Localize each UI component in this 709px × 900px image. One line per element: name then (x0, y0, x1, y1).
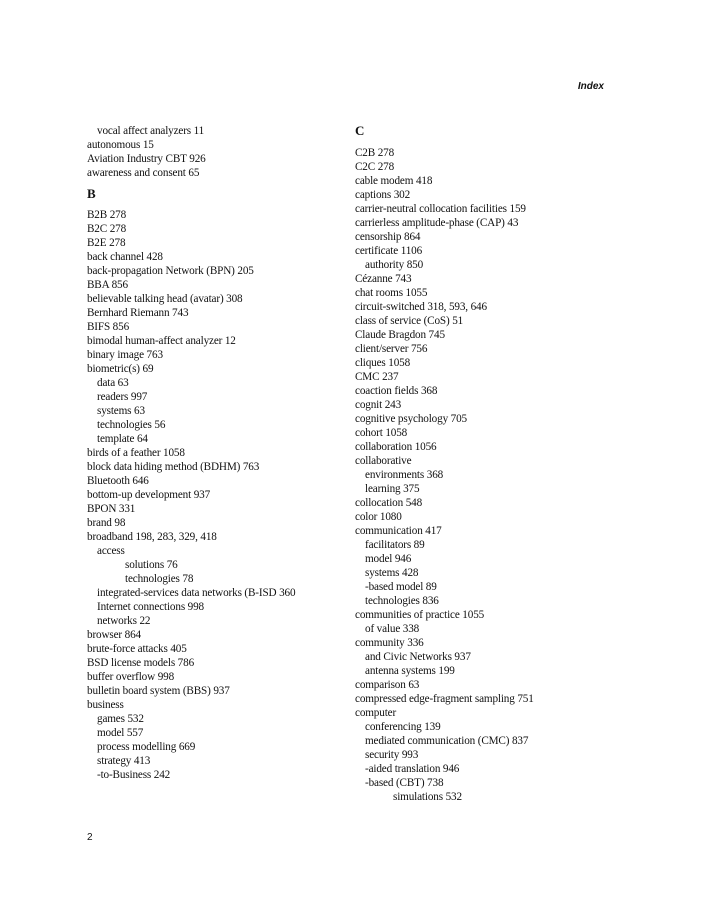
index-entry: communication 417 (355, 525, 442, 537)
index-subentry: -to-Business 242 (97, 769, 171, 781)
index-subentry: data 63 (97, 377, 129, 389)
index-entry: browser 864 (87, 629, 141, 641)
index-entry: cognitive psychology 705 (355, 413, 467, 425)
index-subentry: technologies 56 (97, 419, 166, 431)
index-entry: computer (355, 707, 397, 719)
running-head: Index (577, 81, 604, 92)
index-entry: awareness and consent 65 (87, 167, 200, 179)
index-entry: color 1080 (355, 511, 402, 523)
index-entry: client/server 756 (355, 343, 428, 355)
index-entry: community 336 (355, 637, 424, 649)
index-entry: C2B 278 (355, 147, 395, 159)
index-entry: Cézanne 743 (355, 273, 412, 285)
index-entry: collocation 548 (355, 497, 423, 509)
index-subentry: environments 368 (365, 469, 444, 481)
index-entry: bimodal human-affect analyzer 12 (87, 335, 236, 347)
index-entry: BIFS 856 (87, 321, 130, 333)
index-entry: Aviation Industry CBT 926 (87, 153, 206, 165)
index-entry: cohort 1058 (355, 427, 408, 439)
index-subentry: technologies 78 (125, 573, 194, 585)
index-subentry: solutions 76 (125, 559, 178, 571)
index-entry: chat rooms 1055 (355, 287, 428, 299)
index-subentry: security 993 (365, 749, 419, 761)
index-subentry: model 946 (365, 553, 412, 565)
index-column-left (87, 124, 337, 782)
index-entry: captions 302 (355, 189, 411, 201)
index-entry: bulletin board system (BBS) 937 (87, 685, 230, 697)
index-subentry: -based (CBT) 738 (365, 777, 444, 789)
index-entry: collaborative (355, 455, 412, 467)
index-section-heading: B (87, 186, 96, 201)
index-entry: binary image 763 (87, 349, 163, 361)
index-subentry: conferencing 139 (365, 721, 441, 733)
index-subentry: strategy 413 (97, 755, 151, 767)
index-entry: back channel 428 (87, 251, 163, 263)
index-subentry: template 64 (97, 433, 148, 445)
index-entry: carrierless amplitude-phase (CAP) 43 (355, 217, 519, 229)
index-subentry: simulations 532 (393, 791, 462, 803)
index-subentry: authority 850 (365, 259, 424, 271)
index-entry: carrier-neutral collocation facilities 159 (355, 203, 526, 215)
index-subentry: mediated communication (CMC) 837 (365, 735, 529, 747)
index-entry: broadband 198, 283, 329, 418 (87, 531, 217, 543)
index-entry: brute-force attacks 405 (87, 643, 187, 655)
index-entry: buffer overflow 998 (87, 671, 175, 683)
index-subentry: vocal affect analyzers 11 (97, 125, 205, 137)
index-subentry: readers 997 (97, 391, 148, 403)
index-entry: cognit 243 (355, 399, 402, 411)
index-entry: Bluetooth 646 (87, 475, 149, 487)
index-entry: BBA 856 (87, 279, 128, 291)
index-entry: class of service (CoS) 51 (355, 315, 464, 327)
index-entry: coaction fields 368 (355, 385, 438, 397)
index-entry: certificate 1106 (355, 245, 423, 257)
index-entry: censorship 864 (355, 231, 421, 243)
index-entry: BPON 331 (87, 503, 136, 515)
index-subentry: antenna systems 199 (365, 665, 455, 677)
index-section-heading: C (355, 123, 365, 138)
index-subentry: Internet connections 998 (97, 601, 204, 613)
page-number: 2 (87, 832, 93, 843)
index-entry: brand 98 (87, 517, 126, 529)
index-entry: biometric(s) 69 (87, 363, 154, 375)
index-subentry: games 532 (97, 713, 144, 725)
index-entry: B2C 278 (87, 223, 127, 235)
index-subentry: integrated-services data networks (B-ISD 360 (97, 587, 296, 599)
index-entry: believable talking head (avatar) 308 (87, 293, 243, 305)
index-entry: Bernhard Riemann 743 (87, 307, 189, 319)
index-entry: C2C 278 (355, 161, 395, 173)
index-entry: autonomous 15 (87, 139, 154, 151)
index-subentry: model 557 (97, 727, 144, 739)
index-entry: birds of a feather 1058 (87, 447, 185, 459)
index-entry: circuit-switched 318, 593, 646 (355, 301, 487, 313)
index-subentry: technologies 836 (365, 595, 439, 607)
index-entry: BSD license models 786 (87, 657, 195, 669)
index-entry: back-propagation Network (BPN) 205 (87, 265, 254, 277)
index-entry: collaboration 1056 (355, 441, 437, 453)
index-entry: cliques 1058 (355, 357, 411, 369)
index-subentry: -aided translation 946 (365, 763, 460, 775)
index-subentry: and Civic Networks 937 (365, 651, 471, 663)
index-subentry: networks 22 (97, 615, 151, 627)
index-column-right (355, 124, 625, 804)
index-entry: communities of practice 1055 (355, 609, 485, 621)
index-subentry: access (97, 545, 125, 557)
index-subentry: systems 428 (365, 567, 419, 579)
index-subentry: facilitators 89 (365, 539, 425, 551)
index-subentry: systems 63 (97, 405, 145, 417)
index-entry: bottom-up development 937 (87, 489, 211, 501)
index-entry: B2B 278 (87, 209, 127, 221)
index-subentry: of value 338 (365, 623, 420, 635)
index-entry: business (87, 699, 124, 711)
index-entry: B2E 278 (87, 237, 126, 249)
index-entry: compressed edge-fragment sampling 751 (355, 693, 534, 705)
index-entry: comparison 63 (355, 679, 420, 691)
index-entry: cable modem 418 (355, 175, 433, 187)
index-entry: block data hiding method (BDHM) 763 (87, 461, 260, 473)
index-entry: CMC 237 (355, 371, 399, 383)
index-subentry: learning 375 (365, 483, 420, 495)
index-entry: Claude Bragdon 745 (355, 329, 445, 341)
index-subentry: -based model 89 (365, 581, 437, 593)
index-subentry: process modelling 669 (97, 741, 196, 753)
